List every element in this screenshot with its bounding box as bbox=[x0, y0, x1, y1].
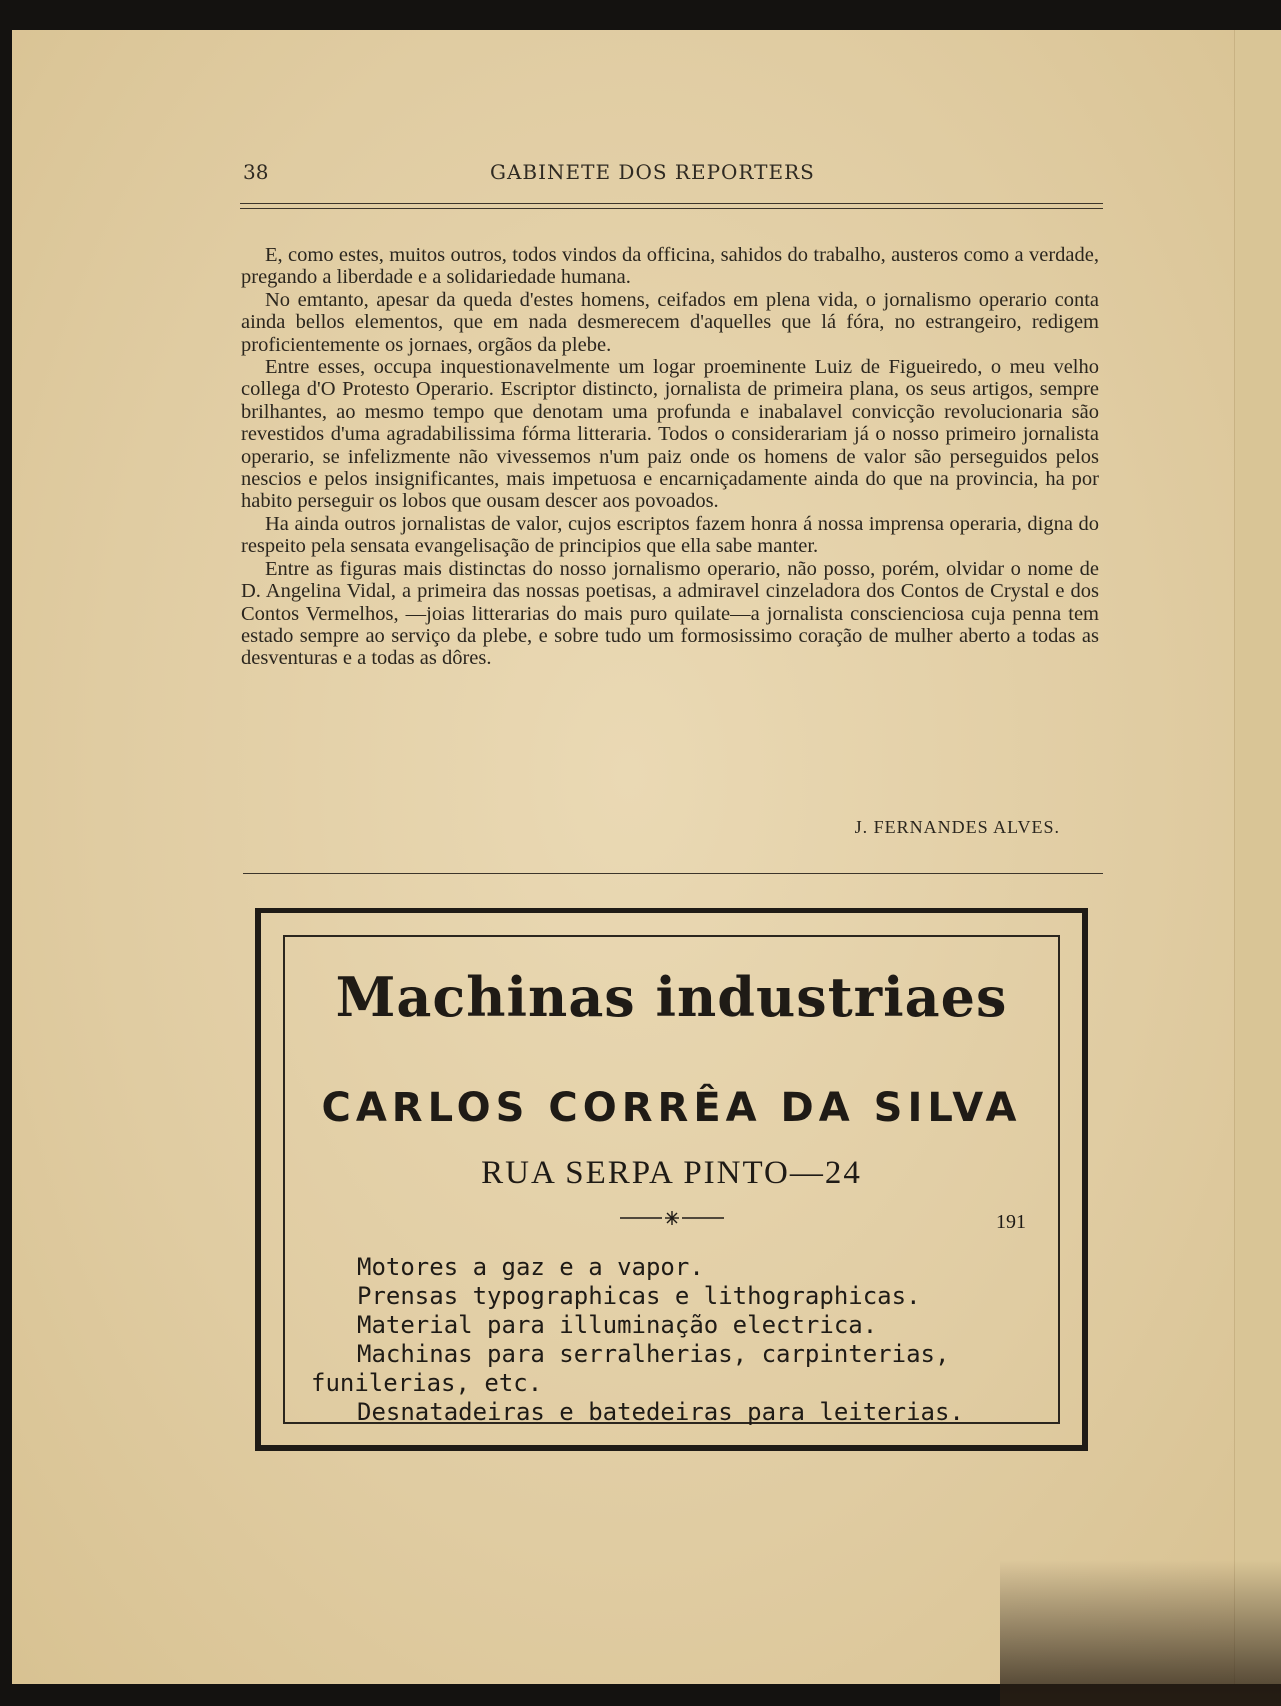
article-paragraph: E, como estes, muitos outros, todos vindos da officina, sahidos do trabalho, austeros como a verdade, pregando a liberdade e a solidariedade humana. bbox=[241, 244, 1099, 289]
author-signature: J. FERNANDES ALVES. bbox=[854, 817, 1060, 837]
list-item: Prensas typographicas e lithographicas. bbox=[357, 1282, 921, 1310]
article-paragraph: No emtanto, apesar da queda d'estes homens, ceifados em plena vida, o jornalismo operario conta ainda bellos elementos, que em nada desmerecem d'aquelles que lá fóra, no estrangeiro, redigem proficientemente os jornaes, orgãos da plebe. bbox=[241, 288, 1099, 356]
section-divider bbox=[243, 873, 1103, 874]
list-item: Material para illuminação electrica. bbox=[357, 1311, 878, 1339]
article-paragraph: Entre esses, occupa inquestionavelmente um logar proeminente Luiz de Figueiredo, o meu velho collega d'O Protesto Operario. Escriptor distincto, jornalista de primeira plana, os seus artigos, sempre brilhantes, ao mesmo tempo que denotam uma profunda e inabalavel convicção revolucionaria são revestidos d'uma agradabilissima fórma litteraria. Todos o considerariam já o nosso primeiro jornalista operario, se infelizmente não vivessemos n'um paiz onde os homens de valor são perseguidos pelos nescios e pelos insignificantes, mais impetuosa e encarniçadamente ainda do que na provincia, ha por habito perseguir os lobos que ousam descer aos povoados. bbox=[241, 356, 1099, 513]
advertisement-number: 191 bbox=[996, 1211, 1026, 1233]
running-title: GABINETE DOS REPORTERS bbox=[490, 160, 815, 184]
advertisement-list bbox=[311, 1253, 1033, 1427]
list-item: Machinas para serralherias, carpinterias, funilerias, etc. bbox=[311, 1340, 950, 1397]
article-paragraph: Entre as figuras mais distinctas do nosso jornalismo operario, não posso, porém, olvidar o nome de D. Angelina Vidal, a primeira das nossas poetisas, a admiravel cinzeladora dos Contos de Crystal e dos Contos Vermelhos, —joias litterarias do mais puro quilate—a jornalista conscienciosa cuja penna tem estado sempre ao serviço da plebe, e sobre tudo um formosissimo coração de mulher aberto a todas as desventuras e a todas as dôres. bbox=[241, 557, 1099, 670]
article-body bbox=[241, 244, 1099, 670]
header-rule bbox=[240, 203, 1103, 209]
article-paragraph: Ha ainda outros jornalistas de valor, cujos escriptos fazem honra á nossa imprensa operaria, digna do respeito pela sensata evangelisação de principios que ella sabe manter. bbox=[241, 512, 1099, 558]
page-header bbox=[243, 160, 1103, 188]
page-number: 38 bbox=[243, 160, 269, 184]
list-item: Desnatadeiras e batedeiras para leiterias. bbox=[357, 1398, 964, 1426]
ornament-icon bbox=[620, 1208, 724, 1228]
scan-shadow bbox=[1000, 1560, 1281, 1706]
facing-page-edge bbox=[1234, 30, 1281, 1684]
advertisement-owner: CARLOS CORRÊA DA SILVA bbox=[321, 1085, 1022, 1131]
advertisement-title: Machinas industriaes bbox=[335, 965, 1008, 1029]
list-item: Motores a gaz e a vapor. bbox=[357, 1253, 704, 1281]
advertisement-address: RUA SERPA PINTO—24 bbox=[481, 1155, 862, 1191]
